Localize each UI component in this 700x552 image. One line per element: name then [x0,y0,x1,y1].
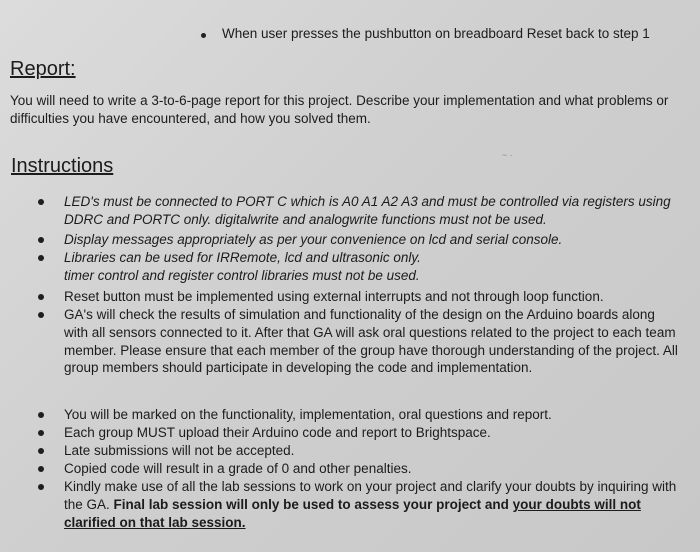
instructions-heading: Instructions [11,155,114,177]
final-session-note: Final lab session will only be used to assess your project and [113,496,513,512]
bullet-dot [38,430,44,436]
bullet-dot [38,466,44,472]
instruction-item-display: Display messages appropriately as per your convenience on lcd and serial console. [64,232,563,247]
instruction-item-ga-check: GA's will check the results of simulation and functionality of the design on the Arduino boards along with all sensors connected to it. After that GA will ask oral questions related to the project to each team member. Please ensure that each member of the group have thorough understanding of the project. All group members should participate in developing the code and implementation. [64,307,678,376]
bullet-dot [38,199,44,205]
instruction-item-led: LED's must be connected to PORT C which is A0 A1 A2 A3 and must be controlled via registers using DDRC and PORTC only. digitalwrite and analogwrite functions must not be used. [64,194,671,227]
bullet-dot [38,484,44,490]
bullet-dot [38,237,44,243]
report-body: You will need to write a 3-to-6-page report for this project. Describe your implementation and what problems or difficulties you have encountered, and how you solved them. [10,93,669,126]
paper-mark: ~ · [502,150,513,160]
bullet-dot [201,33,206,38]
report-heading: Report: [10,58,76,80]
bullet-dot [38,255,44,261]
instruction-item-marking: You will be marked on the functionality, implementation, oral questions and report. [64,407,552,422]
bullet-dot [38,294,44,300]
bullet-dot [38,448,44,454]
instruction-item-upload: Each group MUST upload their Arduino code and report to Brightspace. [64,425,491,440]
instruction-item-timer: timer control and register control libraries must not be used. [64,268,420,283]
instruction-item-reset: Reset button must be implemented using external interrupts and not through loop function. [64,289,604,304]
lab-sessions-text: Kindly make use of all the lab sessions to work on your project and clarify your doubts by inquiring with the GA. [64,479,677,512]
instruction-item-libraries: Libraries can be used for IRRemote, lcd and ultrasonic only. [64,250,421,265]
instruction-item-copied: Copied code will result in a grade of 0 and other penalties. [64,461,412,476]
step-reset-line: When user presses the pushbutton on breadboard Reset back to step 1 [222,26,650,41]
doubts-note: your doubts will not clarified on that lab session. [64,496,641,530]
instruction-item-late: Late submissions will not be accepted. [64,443,295,458]
bullet-dot [38,312,44,318]
bullet-dot [38,412,44,418]
instruction-item-lab-sessions [64,478,679,531]
